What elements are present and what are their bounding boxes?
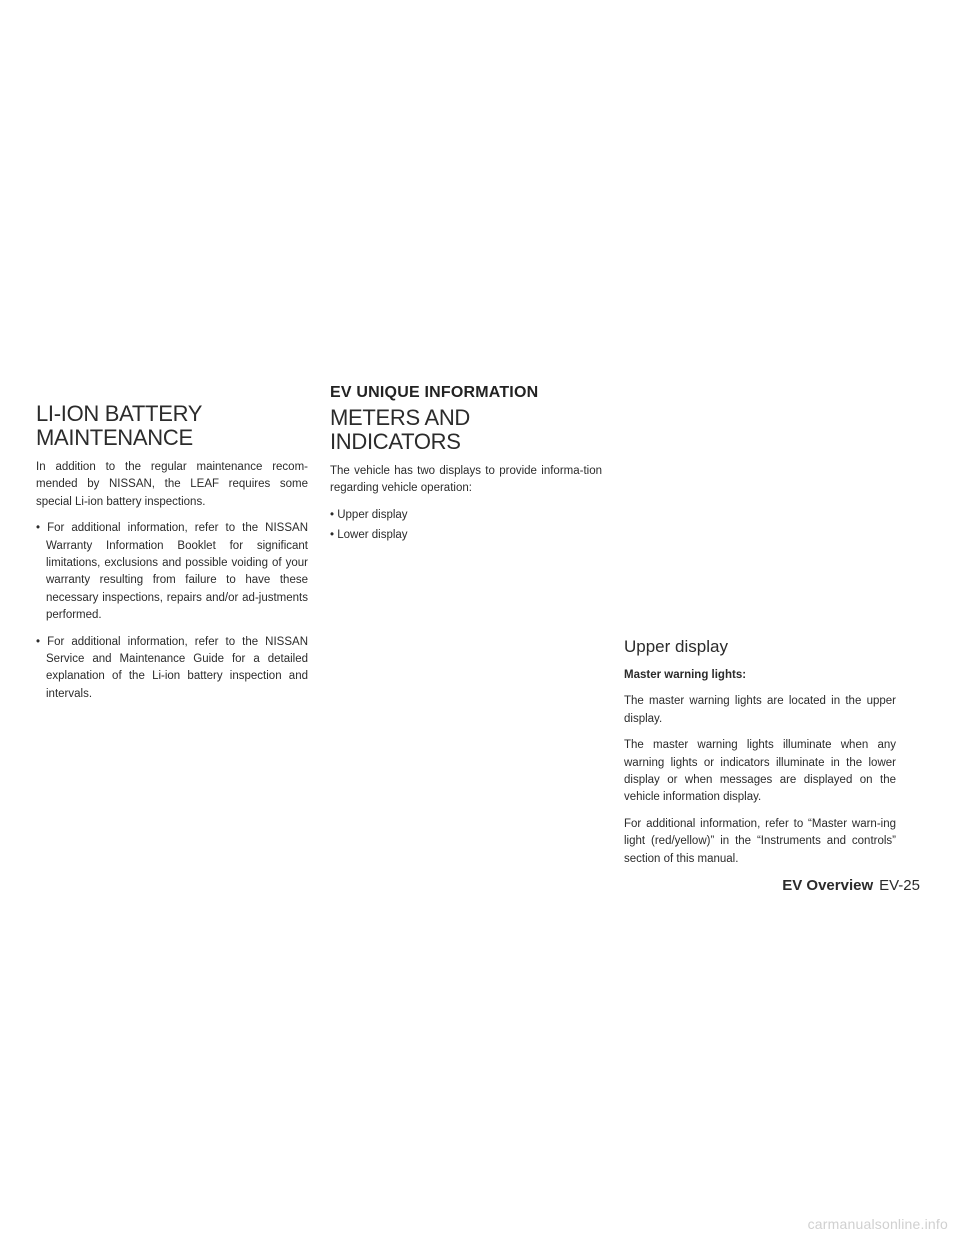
battery-intro: In addition to the regular maintenance recom-mended by NISSAN, the LEAF requires some special Li-ion battery inspections. bbox=[36, 461, 308, 508]
display-list bbox=[330, 507, 602, 545]
master-warning-label: Master warning lights: bbox=[624, 669, 747, 681]
page-footer bbox=[782, 877, 920, 894]
right-column bbox=[624, 637, 896, 877]
list-item: • For additional information, refer to the NISSAN Service and Maintenance Guide for a detailed explanation of the Li-ion battery inspection and intervals. bbox=[36, 635, 308, 700]
meters-intro: The vehicle has two displays to provide informa-tion regarding vehicle operation: bbox=[330, 465, 602, 495]
chapter-title: EV UNIQUE INFORMATION bbox=[330, 384, 539, 401]
list-item: • Upper display bbox=[330, 508, 408, 521]
left-column bbox=[36, 402, 308, 712]
subsection-title-upper-display: Upper display bbox=[624, 637, 728, 656]
paragraph: For additional information, refer to “Master warn-ing light (red/yellow)” in the “Instruments and controls” section of this manual. bbox=[624, 817, 896, 865]
list-item: • Lower display bbox=[330, 529, 408, 542]
section-title-meters: METERS AND INDICATORS bbox=[330, 405, 471, 454]
battery-bullet-list bbox=[36, 520, 308, 703]
page-number: EV-25 bbox=[879, 877, 920, 894]
paragraph: The master warning lights are located in the upper display. bbox=[624, 695, 896, 725]
paragraph: The master warning lights illuminate when any warning lights or indicators illuminate in the lower display or when messages are displayed on the vehicle information display. bbox=[624, 739, 896, 804]
footer-section-name: EV Overview bbox=[782, 877, 874, 894]
middle-column bbox=[330, 384, 602, 548]
section-title-battery: LI-ION BATTERY MAINTENANCE bbox=[36, 401, 202, 450]
watermark: carmanualsonline.info bbox=[807, 1216, 948, 1232]
list-item: • For additional information, refer to the NISSAN Warranty Information Booklet for significant limitations, exclusions and possible voiding of your warranty resulting from failure to have these necessary inspections, repairs and/or ad-justments performed. bbox=[36, 522, 308, 622]
